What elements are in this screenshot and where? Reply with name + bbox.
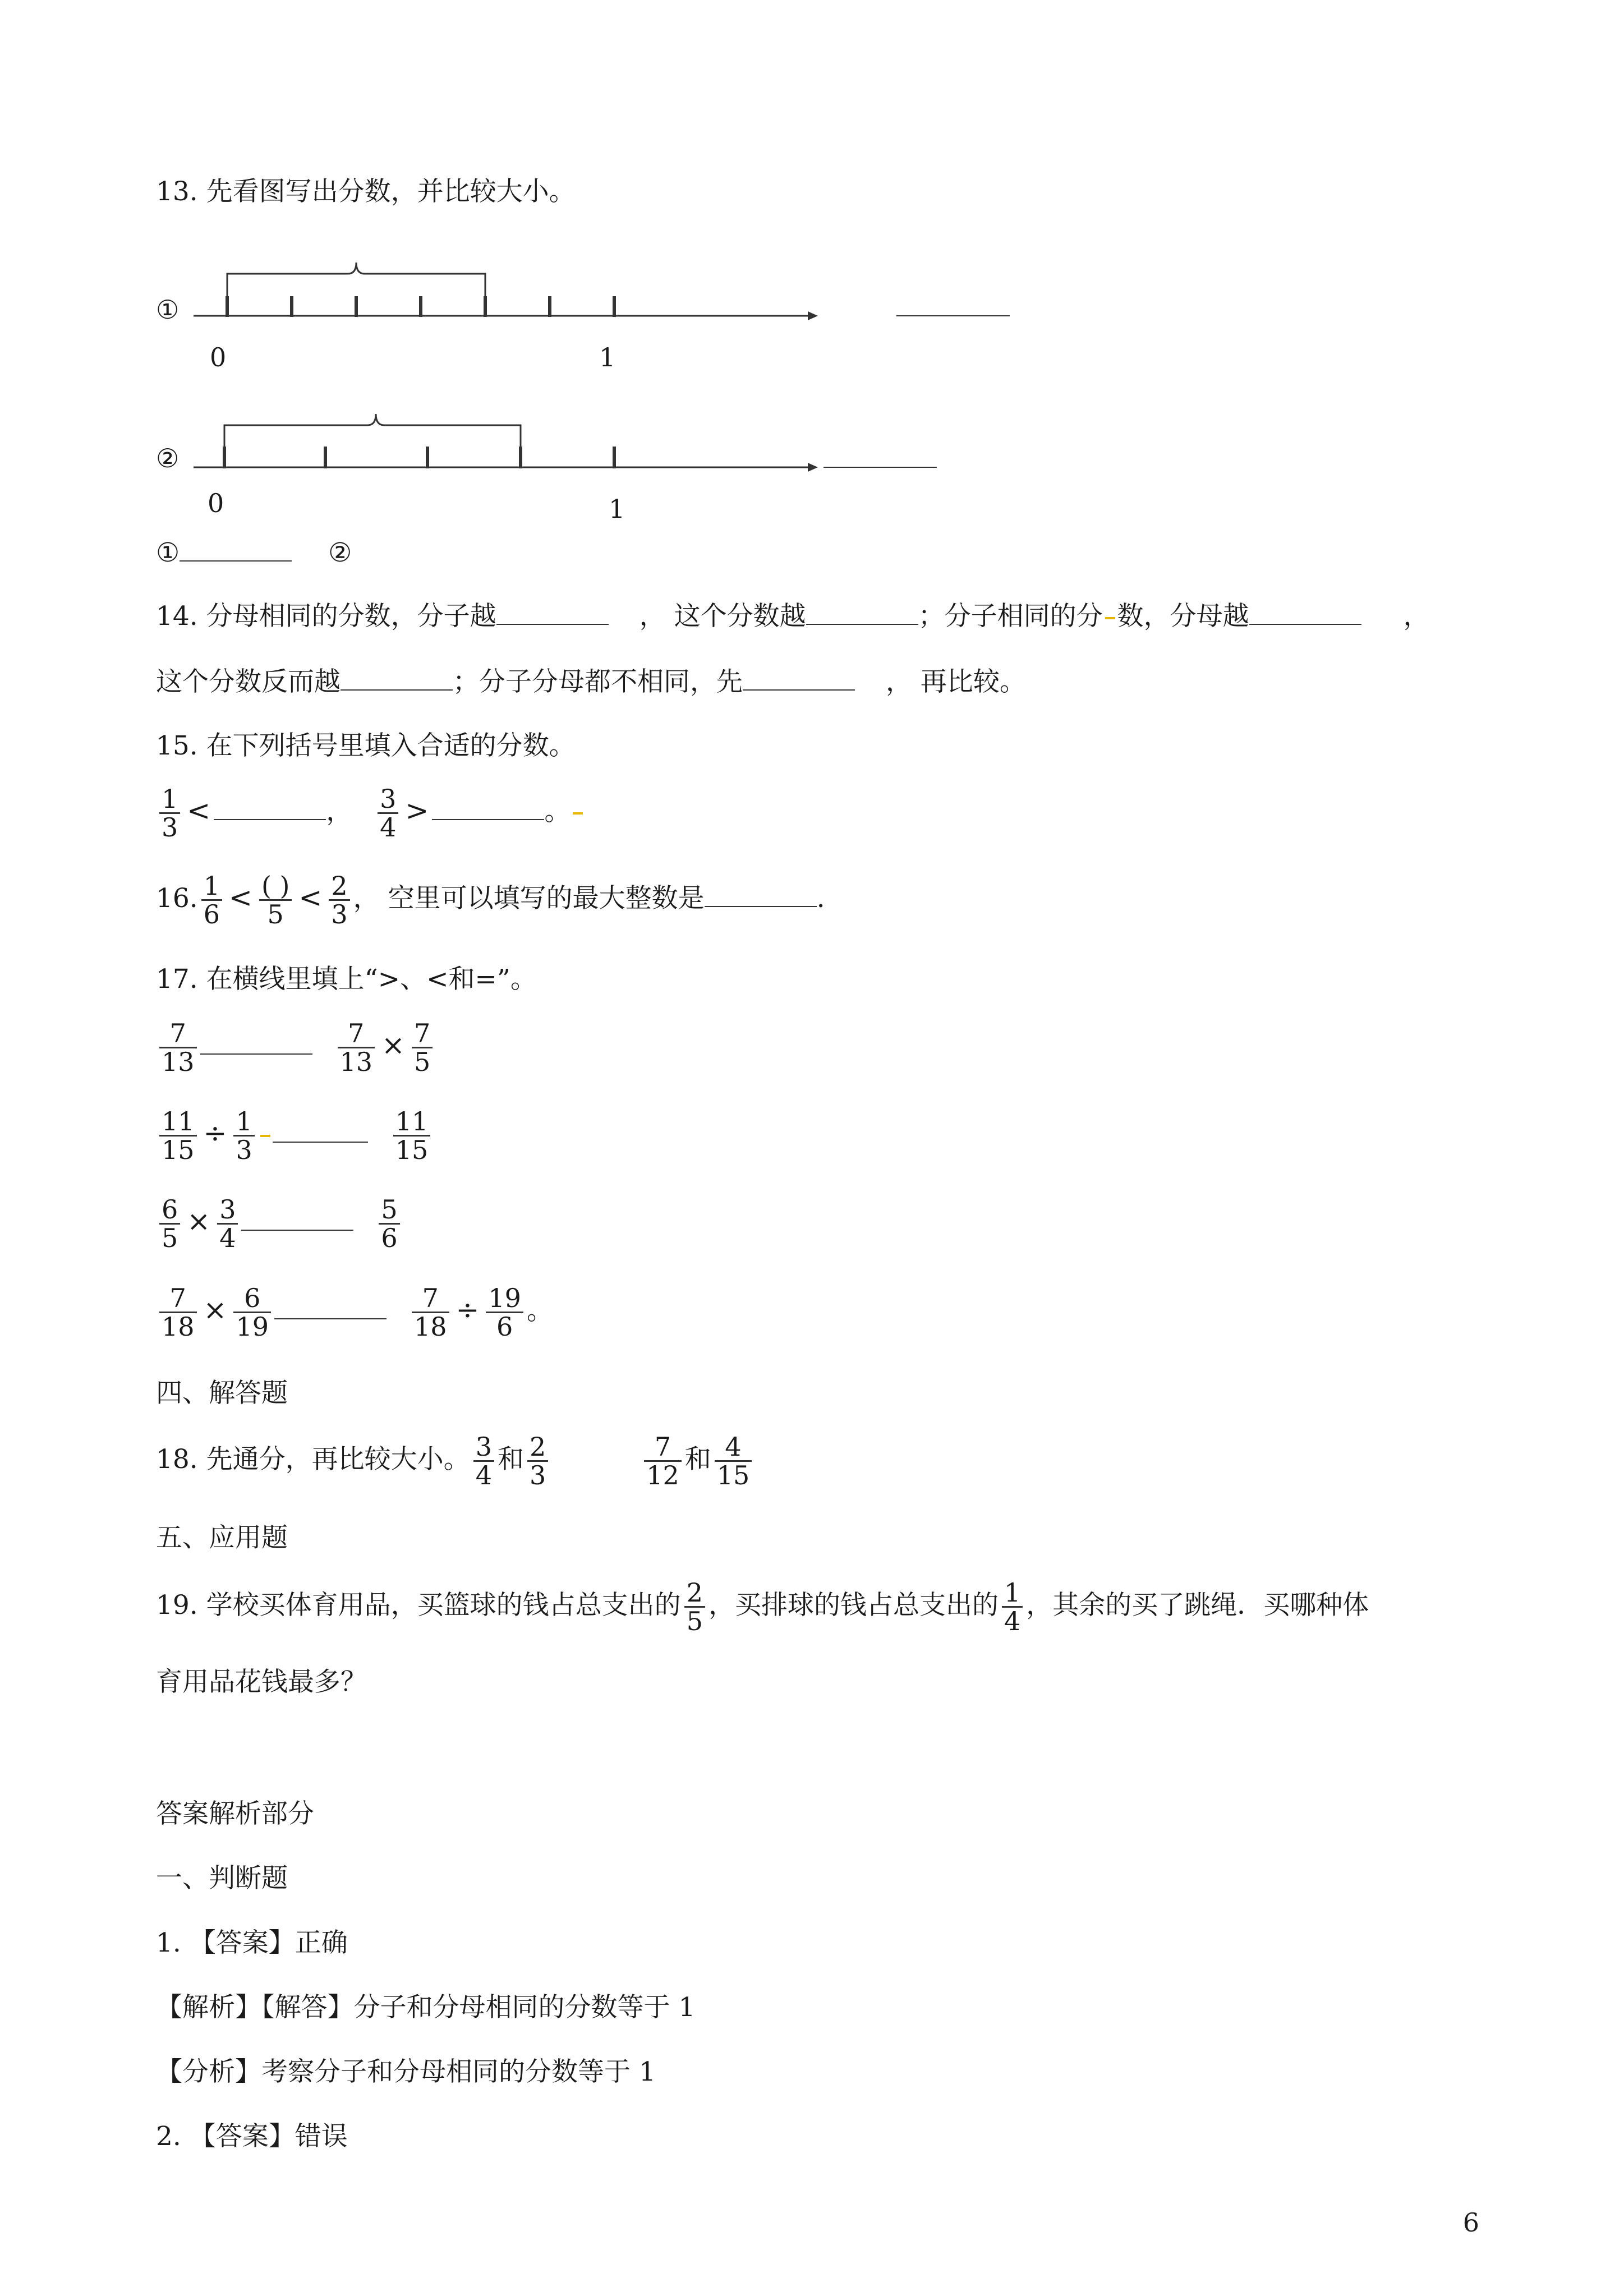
question-13-title: 13. 先看图写出分数，并比较大小。: [156, 176, 576, 207]
question-16: [156, 872, 825, 928]
fraction: $\frac{11}{15}$: [393, 1108, 431, 1164]
fraction: $\frac{2}{5}$: [684, 1579, 705, 1635]
answer-1-analysis: 【解析】【解答】分子和分母相同的分数等于 1: [156, 1992, 696, 2023]
divide-sign: ÷: [203, 1116, 227, 1149]
q16-blank[interactable]: [705, 900, 817, 907]
answer-1-marker: ①: [156, 537, 180, 568]
q17-blank-4[interactable]: [274, 1313, 387, 1319]
divide-sign: ÷: [456, 1293, 480, 1326]
q14-blank-3[interactable]: [1249, 618, 1361, 625]
page-number: 6: [1462, 2207, 1479, 2238]
less-than: <: [229, 881, 252, 914]
question-19-line-1: [156, 1579, 1369, 1635]
section-4-heading: 四、解答题: [156, 1378, 288, 1409]
highlight-mark: [573, 812, 583, 815]
answers-section-1: 一、判断题: [156, 1863, 288, 1894]
q14-text-3: ；分子相同的分: [918, 601, 1103, 632]
answer-1: 1. 【答案】正确: [156, 1927, 348, 1958]
q16-fraction-1: $\frac{1}{6}$: [201, 872, 222, 928]
q19-text-2: ，买排球的钱占总支出的: [708, 1589, 999, 1621]
fraction: $\frac{7}{13}$: [338, 1020, 375, 1076]
fraction: $\frac{4}{15}$: [715, 1433, 752, 1489]
question-13-answers: [156, 537, 352, 568]
q18-text: 18. 先通分，再比较大小。: [156, 1443, 470, 1475]
q17-row-3: [156, 1196, 403, 1252]
answers-heading: 答案解析部分: [156, 1798, 314, 1829]
fraction: $\frac{6}{5}$: [159, 1196, 180, 1252]
answer-2-marker: ②: [328, 537, 352, 568]
fraction: $\frac{7}{18}$: [159, 1285, 197, 1341]
q14-text-6: 这个分数反而越: [156, 666, 341, 697]
q16-fraction-2[interactable]: $\frac{( )}{5}$: [259, 872, 292, 928]
number-line-1-marker: ①: [156, 295, 180, 325]
number-line-1-one: 1: [599, 342, 616, 372]
question-15-expression: [156, 785, 585, 841]
question-15-title: 15. 在下列括号里填入合适的分数。: [156, 730, 576, 761]
q14-text-5: ，: [1403, 601, 1430, 632]
q14-text-4: 数，分母越: [1117, 601, 1249, 632]
fraction: $\frac{2}{3}$: [527, 1433, 548, 1489]
q15-fraction-1: $\frac{1}{3}$: [159, 785, 180, 841]
number-line-2-marker: ②: [156, 443, 180, 473]
question-19-line-2: 育用品花钱最多？: [156, 1667, 367, 1697]
fraction: $\frac{6}{19}$: [233, 1285, 271, 1341]
q15-blank-2[interactable]: [432, 813, 544, 820]
less-than: <: [298, 881, 323, 914]
section-5-heading: 五、应用题: [156, 1522, 288, 1553]
question-14-line-2: [156, 666, 1026, 697]
fraction: $\frac{3}{4}$: [217, 1196, 238, 1252]
q14-text-2: ， 这个分数越: [639, 601, 806, 632]
q14-blank-1[interactable]: [496, 618, 609, 625]
comma: ，: [326, 795, 353, 827]
number-line-2-one: 1: [609, 494, 625, 524]
period: 。: [544, 795, 571, 827]
number-line-2-zero: 0: [208, 488, 224, 518]
period: 。: [526, 1295, 553, 1326]
fraction: $\frac{7}{13}$: [159, 1020, 197, 1076]
and-word: 和: [497, 1443, 524, 1475]
q17-blank-3[interactable]: [241, 1224, 353, 1231]
answer-1-review: 【分析】考察分子和分母相同的分数等于 1: [156, 2056, 656, 2087]
greater-than: >: [405, 794, 429, 827]
q19-text-3: ，其余的买了跳绳．买哪种体: [1026, 1589, 1369, 1621]
q15-fraction-2: $\frac{3}{4}$: [378, 785, 398, 841]
q17-row-1: [156, 1020, 436, 1076]
q19-text-1: 19. 学校买体育用品，买篮球的钱占总支出的: [156, 1589, 681, 1621]
fraction: $\frac{1}{4}$: [1002, 1579, 1023, 1635]
question-14-line-1: [156, 601, 1430, 632]
multiply-sign: ×: [381, 1028, 405, 1061]
question-17-title: 17. 在横线里填上“>、<和=”。: [156, 964, 537, 995]
fraction: $\frac{1}{3}$: [233, 1108, 254, 1164]
highlight-mark: [1105, 617, 1115, 619]
highlight-mark: [260, 1135, 270, 1137]
q15-blank-1[interactable]: [214, 813, 326, 820]
question-18: [156, 1433, 755, 1489]
answer-1-blank[interactable]: [180, 555, 292, 562]
q16-number: 16.: [156, 882, 198, 914]
q17-row-2: [156, 1108, 434, 1164]
answer-2: 2. 【答案】错误: [156, 2121, 348, 2152]
number-line-2: [194, 414, 937, 472]
q17-blank-2[interactable]: [273, 1136, 368, 1143]
fraction: $\frac{19}{6}$: [486, 1285, 523, 1341]
number-line-1-zero: 0: [210, 342, 227, 372]
q16-text: ， 空里可以填写的最大整数是: [353, 882, 705, 914]
period: .: [816, 882, 825, 914]
fraction: $\frac{7}{18}$: [412, 1285, 449, 1341]
q14-text-1: 14. 分母相同的分数，分子越: [156, 601, 496, 632]
q16-fraction-3: $\frac{2}{3}$: [329, 872, 349, 928]
q17-row-4: [156, 1285, 553, 1341]
q14-blank-5[interactable]: [743, 684, 855, 691]
q14-text-8: ， 再比较。: [885, 666, 1026, 697]
q17-blank-1[interactable]: [200, 1048, 312, 1055]
fraction: $\frac{3}{4}$: [473, 1433, 494, 1489]
fraction: $\frac{5}{6}$: [379, 1196, 399, 1252]
fraction: $\frac{7}{12}$: [644, 1433, 682, 1489]
q14-blank-4[interactable]: [341, 684, 453, 691]
fraction: $\frac{7}{5}$: [412, 1020, 433, 1076]
q14-text-7: ；分子分母都不相同，先: [453, 666, 743, 697]
number-line-1: [194, 263, 1010, 320]
fraction: $\frac{11}{15}$: [159, 1108, 197, 1164]
multiply-sign: ×: [203, 1293, 227, 1326]
multiply-sign: ×: [187, 1204, 211, 1237]
q14-blank-2[interactable]: [806, 618, 918, 625]
less-than: <: [187, 794, 211, 827]
and-word: 和: [684, 1443, 711, 1475]
